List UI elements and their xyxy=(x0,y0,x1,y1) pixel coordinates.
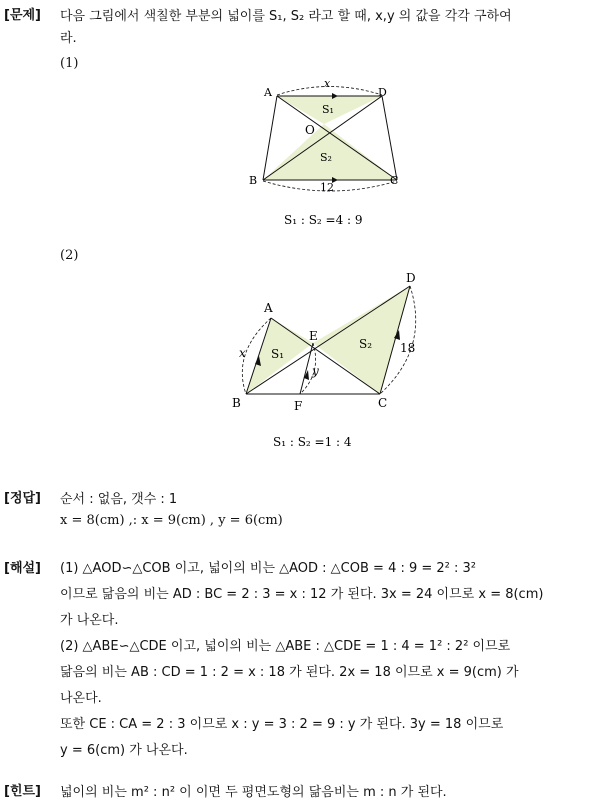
answer-line-1: 순서 : 없음, 갯수 : 1 xyxy=(60,492,178,507)
fig1-bottom-label: 12 xyxy=(320,181,334,194)
answer-line-2: x = 8(cm) ,: x = 9(cm) , y = 6(cm) xyxy=(60,513,283,528)
part1-label: (1) xyxy=(60,56,79,71)
solution-line-3: 가 나온다. xyxy=(60,613,119,628)
fig1-s1-label: S₁ xyxy=(322,103,334,116)
fig2-point-a: A xyxy=(264,301,273,315)
problem-tag: [문제] xyxy=(4,8,41,23)
solution-line-8: y = 6(cm) 가 나온다. xyxy=(60,743,188,758)
fig1-point-b: B xyxy=(249,174,258,187)
figure-1 xyxy=(240,76,410,236)
fig1-point-d: D xyxy=(378,86,387,99)
hint-line: 넓이의 비는 m² : n² 이 이면 두 평면도형의 닮음비는 m : n 가 된다. xyxy=(60,785,447,800)
solution-line-4: (2) △ABE∽△CDE 이고, 넓이의 비는 △ABE : △CDE = 1 : 4 = 1² : 2² 이므로 xyxy=(60,639,511,654)
solution-line-5: 닮음의 비는 AB : CD = 1 : 2 = x : 18 가 된다. 2x = 18 이므로 x = 9(cm) 가 xyxy=(60,665,519,680)
fig2-point-d: D xyxy=(406,271,416,285)
fig1-point-a: A xyxy=(264,86,272,99)
solution-line-7: 또한 CE : CA = 2 : 3 이므로 x : y = 3 : 2 = 9 : y 가 된다. 3y = 18 이므로 xyxy=(60,717,504,732)
solution-line-1: (1) △AOD∽△COB 이고, 넓이의 비는 △AOD : △COB = 4 : 9 = 2² : 3² xyxy=(60,561,477,576)
fig2-point-e: E xyxy=(309,329,318,343)
problem-line-1: 다음 그림에서 색칠한 부분의 넓이를 S₁, S₂ 라고 할 때, x,y 의 값을 각각 구하여 xyxy=(60,9,512,24)
fig1-point-o: O xyxy=(305,123,315,137)
part2-label: (2) xyxy=(60,248,79,263)
solution-line-2: 이므로 닮음의 비는 AD : BC = 2 : 3 = x : 12 가 된다. 3x = 24 이므로 x = 8(cm) xyxy=(60,587,544,602)
fig2-side-label: 18 xyxy=(400,341,416,355)
fig2-s1-label: S₁ xyxy=(271,347,285,361)
answer-tag: [정답] xyxy=(4,491,41,506)
problem-line-2: 라. xyxy=(60,31,77,46)
fig2-point-b: B xyxy=(232,396,241,410)
fig2-point-f: F xyxy=(294,399,303,413)
fig2-s2-label: S₂ xyxy=(359,337,373,351)
fig2-point-c: C xyxy=(378,396,388,410)
solution-line-6: 나온다. xyxy=(60,691,102,706)
fig2-x-label: x xyxy=(239,346,246,360)
fig2-ratio: S₁ : S₂ =1 : 4 xyxy=(273,435,352,449)
fig1-ratio: S₁ : S₂ =4 : 9 xyxy=(284,213,363,227)
fig1-x-label: x xyxy=(324,77,331,90)
solution-tag: [해설] xyxy=(4,561,41,576)
hint-tag: [힌트] xyxy=(4,784,41,799)
figure-2 xyxy=(225,268,425,453)
fig2-y-label: y xyxy=(312,364,319,378)
fig1-s2-label: S₂ xyxy=(320,151,332,164)
fig1-point-c: C xyxy=(390,174,399,187)
